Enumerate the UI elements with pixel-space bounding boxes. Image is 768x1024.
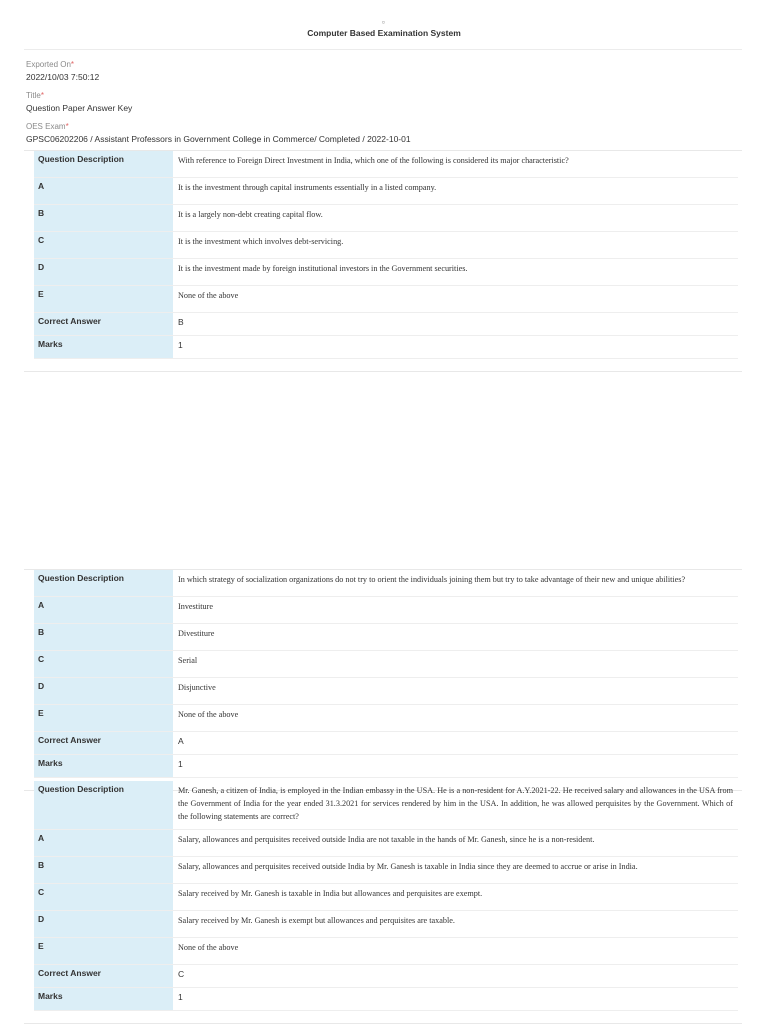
title-label: Title — [26, 91, 41, 100]
question-block-3 — [24, 781, 742, 1024]
option-a: It is the investment through capital instruments essentially in a listed company. — [173, 178, 738, 205]
marks: 1 — [173, 336, 738, 359]
oes-exam-value: GPSC06202206 / Assistant Professors in Government College in Commerce/ Completed / 2022-10-01 — [26, 134, 411, 144]
option-b-label: B — [34, 205, 173, 232]
question-description: With reference to Foreign Direct Investment in India, which one of the following is considered its major characteristic? — [173, 151, 738, 178]
option-b-label: B — [34, 624, 173, 651]
option-c-label: C — [34, 651, 173, 678]
question-table-2 — [34, 570, 738, 778]
marks: 1 — [173, 988, 738, 1011]
marks-label: Marks — [34, 336, 173, 359]
question-table-3 — [34, 781, 738, 1011]
option-c: Salary received by Mr. Ganesh is taxable in India but allowances and perquisites are exempt. — [173, 884, 738, 911]
marks-label: Marks — [34, 988, 173, 1011]
oes-exam-label: OES Exam — [26, 122, 66, 131]
exported-on-field — [26, 60, 99, 82]
correct-answer-label: Correct Answer — [34, 732, 173, 755]
marks-label: Marks — [34, 755, 173, 778]
title-value: Question Paper Answer Key — [26, 103, 133, 113]
question-block-1 — [24, 150, 742, 372]
option-c-label: C — [34, 884, 173, 911]
option-b: Divestiture — [173, 624, 738, 651]
option-d-label: D — [34, 259, 173, 286]
correct-answer: A — [173, 732, 738, 755]
option-a: Investiture — [173, 597, 738, 624]
option-c: Serial — [173, 651, 738, 678]
header-divider — [24, 49, 742, 50]
option-e: None of the above — [173, 938, 738, 965]
header-mark: ¤ — [382, 20, 385, 26]
option-b-label: B — [34, 857, 173, 884]
required-mark: * — [40, 91, 44, 100]
option-d-label: D — [34, 911, 173, 938]
title-field — [26, 91, 132, 113]
option-e: None of the above — [173, 705, 738, 732]
correct-answer-label: Correct Answer — [34, 965, 173, 988]
required-mark: * — [65, 122, 69, 131]
required-mark: * — [70, 60, 75, 69]
option-e-label: E — [34, 286, 173, 313]
marks: 1 — [173, 755, 738, 778]
page-title: Computer Based Examination System — [307, 28, 461, 38]
exported-on-value: 2022/10/03 7:50:12 — [26, 72, 100, 82]
option-b: Salary, allowances and perquisites received outside India by Mr. Ganesh is taxable in India since they are deemed to accrue or arise in India. — [173, 857, 738, 884]
correct-answer: C — [173, 965, 738, 988]
option-e-label: E — [34, 705, 173, 732]
option-b: It is a largely non-debt creating capital flow. — [173, 205, 738, 232]
question-table-1 — [34, 151, 738, 359]
question-description-label: Question Description — [34, 570, 173, 597]
option-c-label: C — [34, 232, 173, 259]
question-description: In which strategy of socialization organizations do not try to orient the individuals joining them but try to take advantage of their new and unique abilities? — [173, 570, 738, 597]
oes-exam-field — [26, 122, 411, 144]
option-d: Salary received by Mr. Ganesh is exempt but allowances and perquisites are taxable. — [173, 911, 738, 938]
question-description-label: Question Description — [34, 151, 173, 178]
correct-answer-label: Correct Answer — [34, 313, 173, 336]
option-a-label: A — [34, 178, 173, 205]
option-a: Salary, allowances and perquisites received outside India are not taxable in the hands of Mr. Ganesh, since he is a non-resident. — [173, 830, 738, 857]
option-d: It is the investment made by foreign institutional investors in the Government securities. — [173, 259, 738, 286]
exported-on-label: Exported On — [26, 60, 71, 69]
option-a-label: A — [34, 597, 173, 624]
option-e: None of the above — [173, 286, 738, 313]
correct-answer: B — [173, 313, 738, 336]
question-description-label: Question Description — [34, 781, 173, 830]
option-a-label: A — [34, 830, 173, 857]
option-c: It is the investment which involves debt-servicing. — [173, 232, 738, 259]
option-e-label: E — [34, 938, 173, 965]
question-description: Mr. Ganesh, a citizen of India, is employed in the Indian embassy in the USA. He is a non-resident for A.Y.2021-22. He received salary and allowances in the USA from the Government of India for the year ended 31.3.2021 for services rendered by him in the USA. In addition, he was allowed perquisites by the Government. Which of the following statements are correct? — [173, 781, 738, 830]
question-block-2 — [24, 569, 742, 791]
option-d: Disjunctive — [173, 678, 738, 705]
option-d-label: D — [34, 678, 173, 705]
